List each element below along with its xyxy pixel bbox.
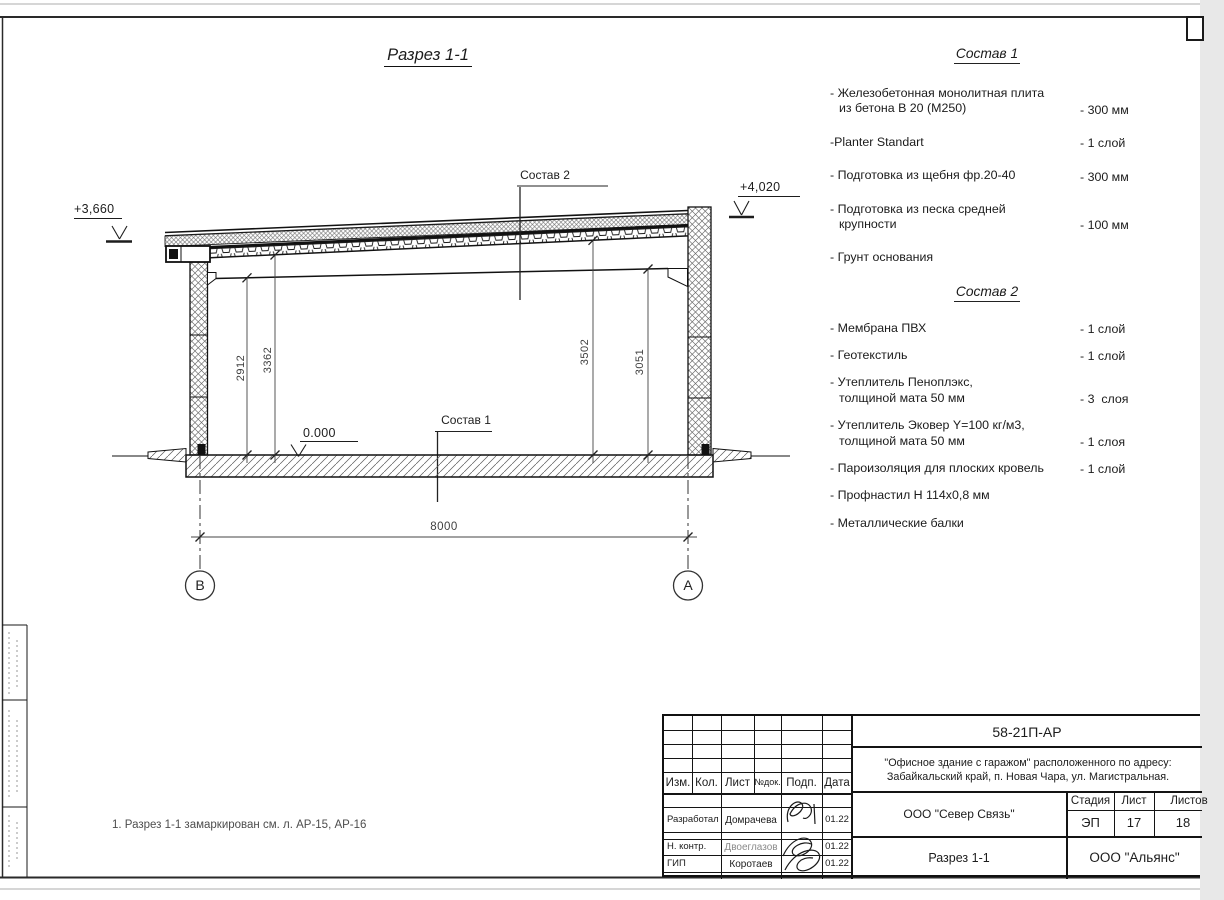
axis-letter-right: А bbox=[683, 577, 693, 593]
list-item: - Металлические балки bbox=[830, 515, 964, 530]
drawing-name: Разрез 1-1 bbox=[928, 850, 990, 865]
sheet-note: 1. Разрез 1-1 замаркирован см. л. АР-15, АР-16 bbox=[112, 819, 367, 831]
sostav2-heading: Состав 2 bbox=[830, 284, 1144, 299]
roof-assembly bbox=[165, 211, 688, 287]
stage-label: Стадия bbox=[1070, 795, 1111, 808]
eave-channel bbox=[166, 246, 210, 262]
right-apron bbox=[713, 449, 751, 463]
sostav2-list bbox=[830, 321, 1144, 531]
row-name: Коротаев bbox=[729, 858, 773, 870]
list-item: - Железобетонная монолитная плита из бетона В 20 (М250) - 300 мм bbox=[830, 86, 1129, 117]
row-role: Разработал bbox=[667, 813, 719, 825]
company-name: ООО "Альянс" bbox=[1089, 850, 1180, 866]
doc-number: 58-21П-АР bbox=[992, 723, 1062, 740]
sostav1-list bbox=[830, 86, 1144, 266]
right-wall bbox=[688, 207, 711, 455]
col-podp: Подп. bbox=[786, 776, 817, 789]
drawing-title: Разрез 1-1 bbox=[348, 46, 508, 65]
designer-org: ООО "Север Связь" bbox=[903, 807, 1015, 822]
list-item: - Подготовка из щебня фр.20-40 - 300 мм bbox=[830, 168, 1129, 184]
sheets-label: Листов bbox=[1170, 795, 1208, 808]
axis-letter-left: В bbox=[195, 577, 205, 593]
list-item: - Утеплитель Пеноплэкс, толщиной мата 50 мм - 3 слоя bbox=[830, 375, 1129, 407]
row-role: ГИП bbox=[667, 857, 686, 869]
dim-8000: 8000 bbox=[430, 521, 458, 533]
sheet-number: 17 bbox=[1126, 814, 1142, 830]
list-item: - Мембрана ПВХ - 1 слой bbox=[830, 320, 1126, 336]
col-ndok: №док. bbox=[754, 777, 781, 788]
stage-value: ЭП bbox=[1081, 814, 1100, 830]
right-base-plate bbox=[702, 444, 710, 455]
sheets-total: 18 bbox=[1175, 814, 1191, 830]
list-item: - Пароизоляция для плоских кровель - 1 слой bbox=[830, 460, 1126, 477]
left-wall bbox=[190, 262, 208, 455]
list-item: - Утеплитель Эковер Y=100 кг/м3, толщиной мата 50 мм - 1 слоя bbox=[830, 418, 1126, 449]
title-block bbox=[662, 714, 1208, 877]
list-item: - Подготовка из песка средней крупности - 100 мм bbox=[830, 201, 1129, 233]
signature-marks bbox=[780, 796, 826, 876]
row-name: Домрачева bbox=[725, 814, 777, 826]
row-date: 01.22 bbox=[825, 857, 849, 869]
list-item: -Planter Standart - 1 слой bbox=[830, 134, 1126, 151]
floor-composition-label: Состав 1 bbox=[441, 413, 491, 427]
top-right-stamp-box bbox=[1187, 17, 1203, 40]
row-name: Двоеглазов bbox=[724, 841, 778, 853]
row-date: 01.22 bbox=[825, 840, 849, 852]
col-data: Дата bbox=[824, 776, 850, 789]
dim-3051: 3051 bbox=[634, 348, 646, 376]
dim-3362: 3362 bbox=[262, 346, 274, 374]
materials-panel bbox=[830, 46, 1144, 543]
row-date: 01.22 bbox=[825, 813, 849, 825]
left-base-plate bbox=[198, 444, 206, 455]
list-item: - Грунт основания bbox=[830, 250, 934, 265]
list-item: - Геотекстиль - 1 слой bbox=[830, 348, 1126, 364]
col-izm: Изм. bbox=[665, 776, 691, 789]
roof-composition-label: Состав 2 bbox=[520, 168, 570, 182]
elevation-floor-label: 0.000 bbox=[303, 426, 336, 440]
roof-beam bbox=[208, 269, 688, 287]
dim-3502: 3502 bbox=[579, 338, 591, 366]
side-stamp bbox=[2, 625, 27, 877]
project-address: "Офисное здание с гаражом" расположенного по адресу: Забайкальский край, п. Новая Чара, ул. Магистральная. bbox=[884, 756, 1172, 783]
dim-2912: 2912 bbox=[235, 354, 247, 382]
sostav1-heading: Состав 1 bbox=[830, 46, 1144, 61]
elevation-right-label: +4,020 bbox=[740, 180, 781, 194]
col-kol: Кол. bbox=[695, 776, 718, 789]
elevation-left-label: +3,660 bbox=[74, 202, 115, 216]
row-role: Н. контр. bbox=[667, 840, 707, 852]
left-apron bbox=[148, 449, 186, 463]
sheet-label: Лист bbox=[1121, 795, 1147, 808]
list-item: - Профнастил Н 114х0,8 мм bbox=[830, 488, 990, 503]
col-list: Лист bbox=[725, 776, 750, 789]
